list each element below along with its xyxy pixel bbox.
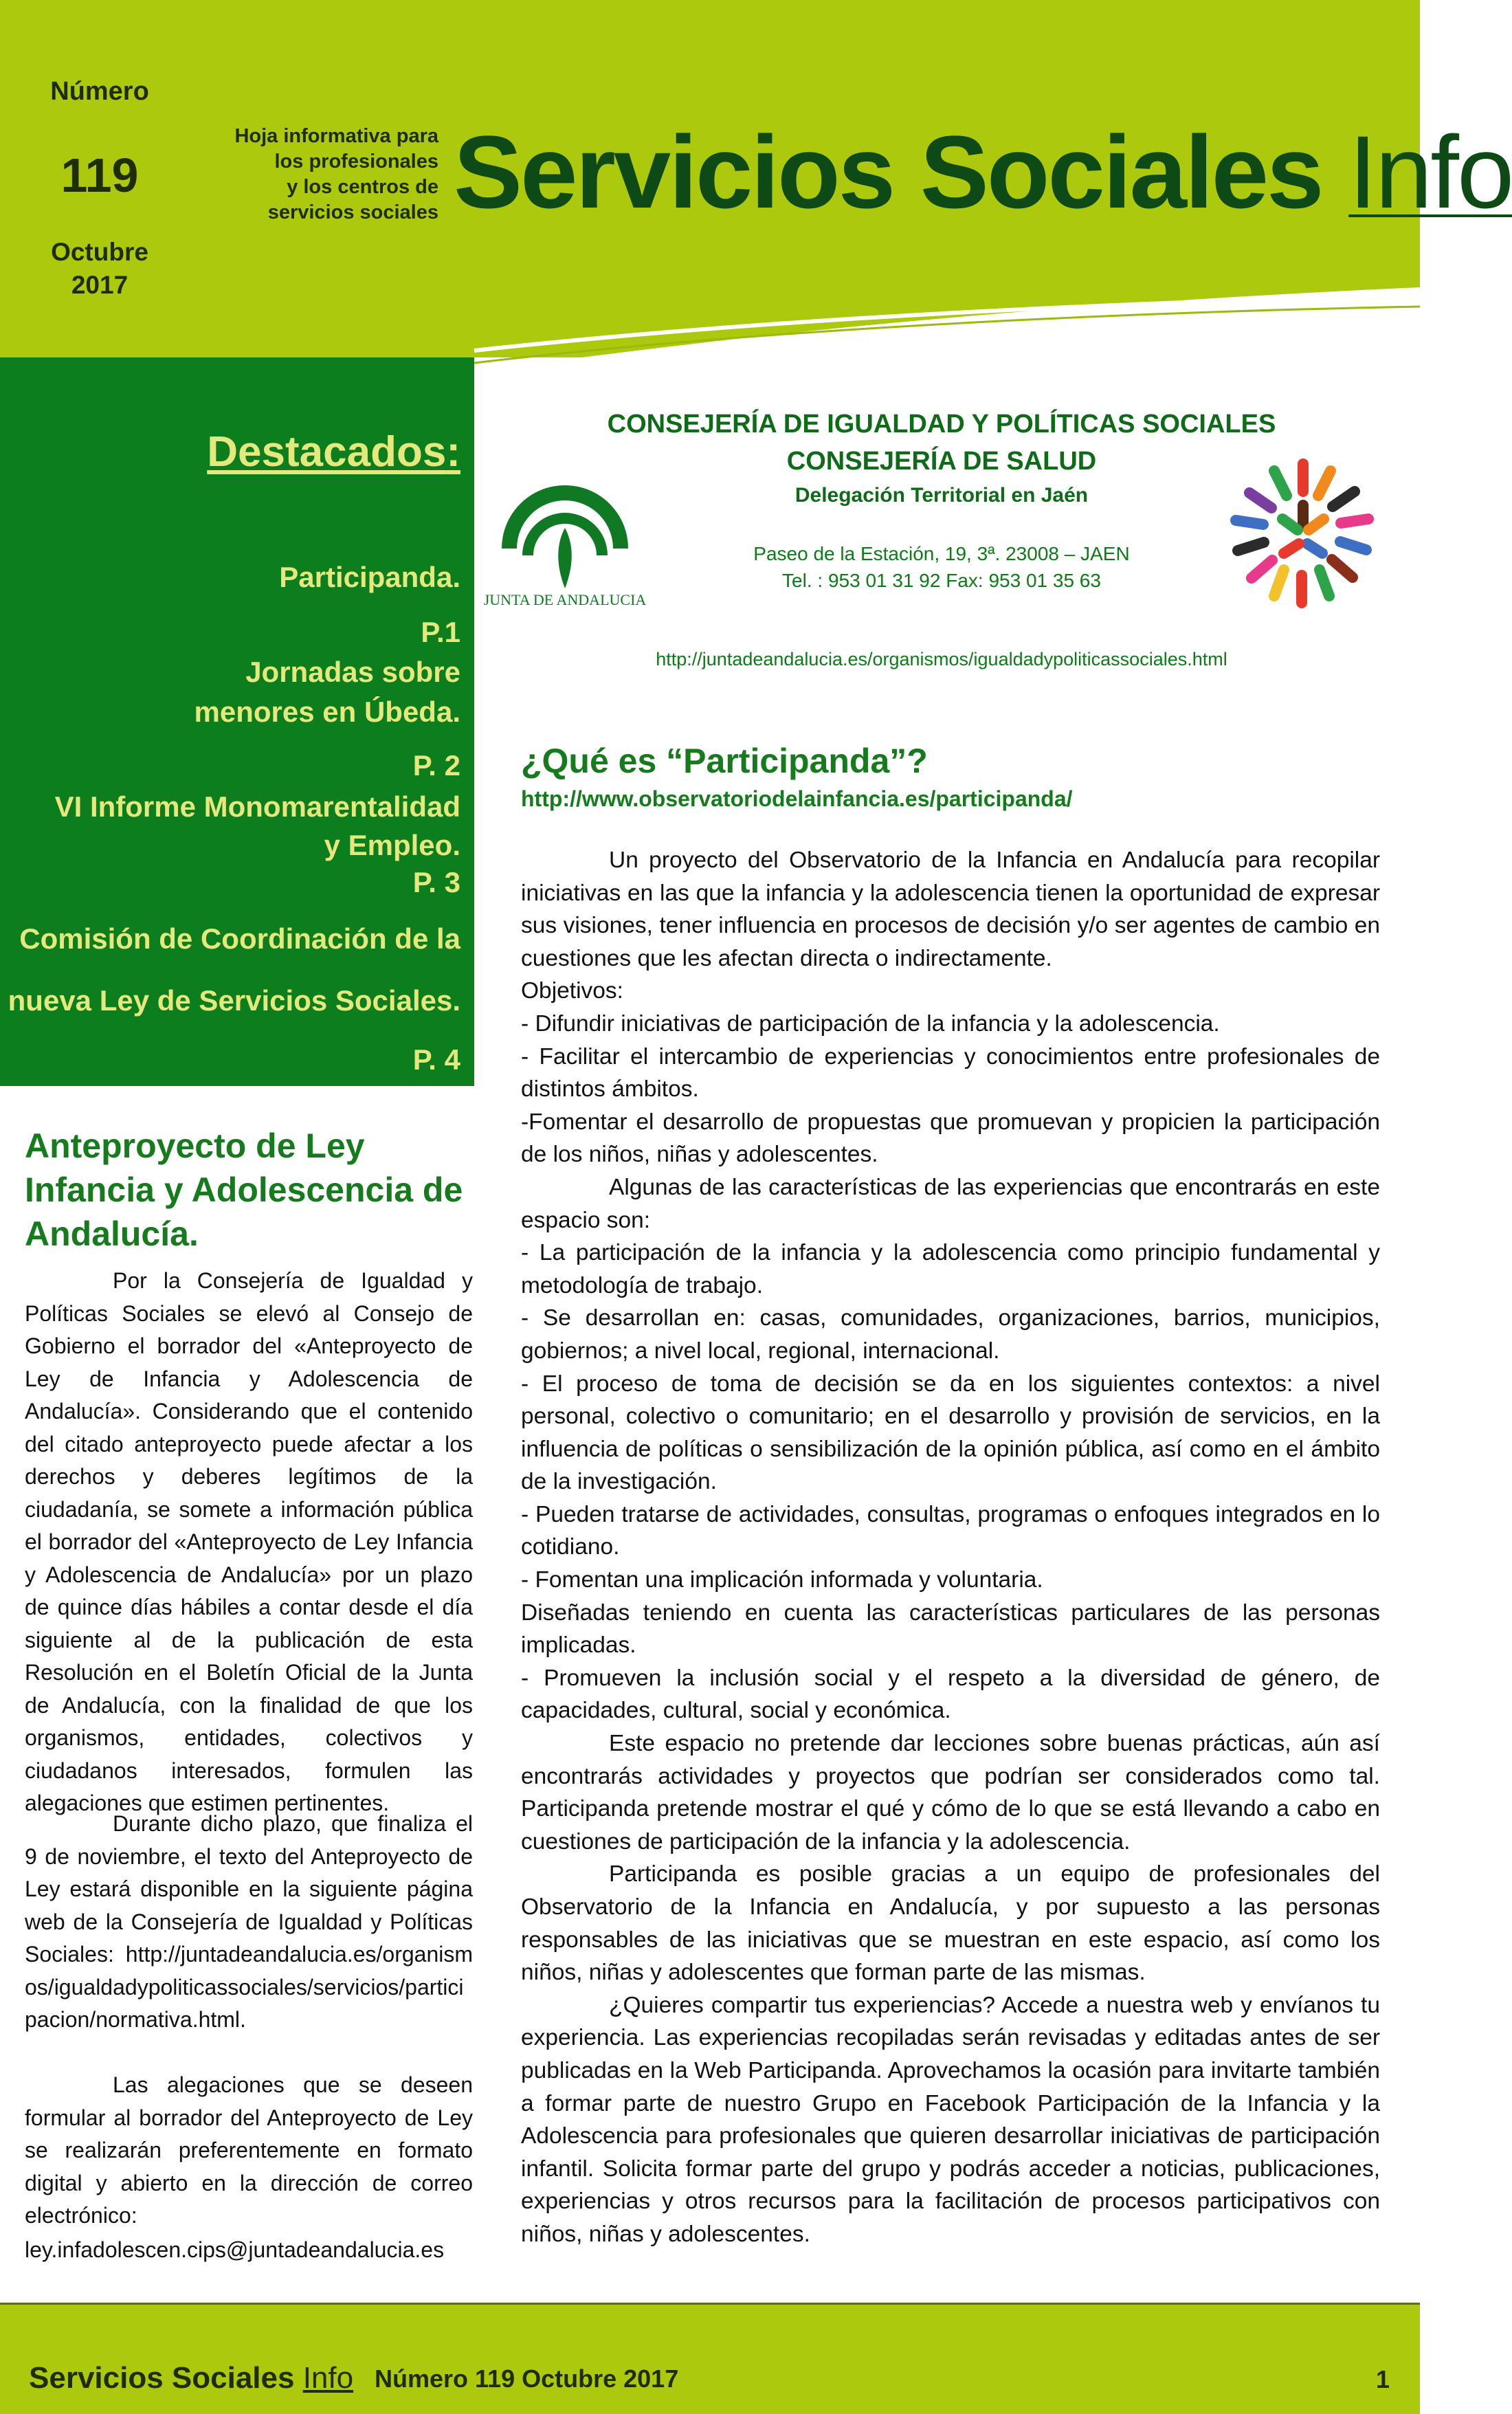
- highlight-item[interactable]: menores en Úbeda.: [194, 696, 460, 728]
- highlight-item[interactable]: Jornadas sobre: [245, 656, 460, 688]
- article-paragraph: ¿Quieres compartir tus experiencias? Accede a nuestra web y envíanos tu experiencia. Las experiencias recopiladas serán revisadas y editadas antes de ser publicadas en la Web Participanda. Aprovechamos la ocasión para invitarte también a formar parte de nuestro Grupo en Facebook Participación de la Infancia y la Adolescencia para profesionales que quieren desarrollar iniciativas de participación infantil. Solicita formar parte del grupo y podrás acceder a noticias, publicaciones, experiencias y otros recursos para la facilitación de procesos participativos con niños, niñas y adolescentes.: [521, 1992, 1380, 2247]
- highlight-item[interactable]: Participanda.: [279, 561, 460, 593]
- junta-logo-text: JUNTA DE ANDALUCIA: [483, 591, 647, 608]
- main-article-body: [521, 844, 1380, 2251]
- issue-month: Octubre: [51, 238, 148, 266]
- agency-name-2: CONSEJERÍA DE SALUD: [786, 447, 1097, 476]
- footer-title: [29, 2361, 353, 2395]
- article-paragraph: - El proceso de toma de decisión se da en los siguientes contextos: a nivel personal, colectivo o comunitario; en el desarrollo y provisión de servicios, en la influencia de políticas o sensibilización de la opinión pública, así como en el ámbito de la investigación.: [521, 1371, 1380, 1495]
- article-paragraph: -Fomentar el desarrollo de propuestas que promuevan y propicien la participación de los niños, niñas y adolescentes.: [521, 1109, 1380, 1168]
- article-paragraph: Objetivos:: [521, 978, 623, 1004]
- article-paragraph: - Pueden tratarse de actividades, consultas, programas o enfoques integrados en lo cotidiano.: [521, 1501, 1380, 1560]
- tagline-line: Hoja informativa para: [234, 125, 438, 147]
- footer-issue: Número 119 Octubre 2017: [375, 2365, 679, 2393]
- article-paragraph: Este espacio no pretende dar lecciones sobre buenas prácticas, aún así encontrarás actividades y proyectos que podrían ser considerados como tal. Participanda pretende mostrar el qué y cómo de lo que se está llevando a cabo en cuestiones de participación de la infancia y la adolescencia.: [521, 1731, 1380, 1854]
- left-article-paragraph: Por la Consejería de Igualdad y Políticas Sociales se elevó al Consejo de Gobierno el borrador del «Anteproyecto de Ley de Infancia y Adolescencia de Andalucía». Considerando que el contenido del citado anteproyecto puede afectar a los derechos y deberes legítimos de la ciudadanía, se somete a información pública el borrador del «Anteproyecto de Ley Infancia y Adolescencia de Andalucía» por un plazo de quince días hábiles a contar desde el día siguiente al de la publicación de esta Resolución en el Boletín Oficial de la Junta de Andalucía, con la finalidad de que los organismos, entidades, colectivos y ciudadanos interesados, formulen las alegaciones que estimen pertinentes.: [25, 1268, 473, 1815]
- highlight-page: P. 3: [412, 866, 460, 898]
- tagline: [206, 124, 438, 225]
- highlights-title-text: Destacados: [207, 428, 447, 476]
- article-paragraph: - Fomentan una implicación informada y voluntaria.: [521, 1567, 1043, 1593]
- article-paragraph: Diseñadas teniendo en cuenta las características particulares de las personas implicadas.: [521, 1599, 1380, 1659]
- article-paragraph: - La participación de la infancia y la adolescencia como principio fundamental y metodología de trabajo.: [521, 1240, 1380, 1298]
- issue-label: Número: [50, 77, 149, 106]
- highlights-box: [0, 357, 474, 1086]
- masthead-title-main: Servicios Sociales: [454, 114, 1322, 230]
- highlight-item[interactable]: y Empleo.: [324, 829, 460, 861]
- tagline-line: servicios sociales: [267, 201, 438, 223]
- article-paragraph: - Facilitar el intercambio de experiencias y conocimientos entre profesionales de distintos ámbitos.: [521, 1043, 1380, 1103]
- agency-delegation: Delegación Territorial en Jaén: [794, 484, 1089, 507]
- article-paragraph: - Se desarrollan en: casas, comunidades, organizaciones, barrios, municipios, gobiernos; a nivel local, regional, internacional.: [521, 1305, 1380, 1364]
- page-number: 1: [1375, 2365, 1390, 2393]
- agency-address: Paseo de la Estación, 19, 3ª. 23008 – JAEN: [753, 543, 1130, 564]
- left-article-paragraph: Durante dicho plazo, que finaliza el 9 de noviembre, el texto del Anteproyecto de Ley estará disponible en la siguiente página web de la Consejería de Igualdad y Políticas Sociales: http://juntadeandalucia.es/organismos/igualdadypoliticassociales/servicios/participacion/normativa.html.: [25, 1811, 473, 2032]
- masthead-title: [454, 114, 1512, 230]
- footer-title-info: Info: [302, 2361, 354, 2395]
- footer-title-main: Servicios Sociales: [29, 2361, 295, 2395]
- article-paragraph: - Promueven la inclusión social y el respeto a la diversidad de género, de capacidades, cultural, social y económica.: [521, 1665, 1380, 1724]
- main-article-title: ¿Qué es “Participanda”?: [521, 742, 928, 780]
- email-link[interactable]: ley.infadolescen.cips@juntadeandalucia.es: [25, 2237, 445, 2262]
- tagline-line: los profesionales: [274, 151, 438, 173]
- issue-number: 119: [60, 148, 139, 202]
- highlights-title: [207, 428, 460, 476]
- highlight-item[interactable]: nueva Ley de Servicios Sociales.: [8, 984, 460, 1017]
- tagline-line: y los centros de: [287, 176, 438, 198]
- masthead-title-info: Info: [1348, 114, 1512, 230]
- issue-date: [27, 236, 172, 302]
- article-paragraph: - Difundir iniciativas de participación de la infancia y la adolescencia.: [521, 1010, 1220, 1037]
- highlight-page: P. 2: [412, 749, 460, 782]
- left-article-paragraph: Las alegaciones que se deseen formular al borrador del Anteproyecto de Ley se realizarán preferentemente en formato digital y abierto en la dirección de correo electrónico:: [25, 2072, 473, 2228]
- highlight-page: P.1: [421, 616, 460, 648]
- highlight-item[interactable]: VI Informe Monomarentalidad: [54, 790, 460, 823]
- highlight-item[interactable]: Comisión de Coordinación de la: [19, 922, 460, 955]
- agency-phone: Tel. : 953 01 31 92 Fax: 953 01 35 63: [782, 570, 1101, 591]
- main-article-url-link[interactable]: http://www.observatoriodelainfancia.es/participanda/: [521, 786, 1073, 811]
- left-article-heading: Anteproyecto de Ley Infancia y Adolescencia de Andalucía.: [25, 1127, 463, 1253]
- issue-year: 2017: [71, 271, 129, 299]
- article-paragraph: Participanda es posible gracias a un equipo de profesionales del Observatorio de la Infancia en Andalucía, y por supuesto a las personas responsables de las iniciativas que se muestran en este espacio, así como los niños, niñas y adolescentes que forman parte de las mismas.: [521, 1861, 1380, 1986]
- article-paragraph: Un proyecto del Observatorio de la Infancia en Andalucía para recopilar iniciativas en las que la infancia y la adolescencia tienen la oportunidad de expresar sus visiones, tener influencia en procesos de decisión y/o ser agentes de cambio en cuestiones que les afectan directa o indirectamente.: [521, 848, 1380, 971]
- footer: [0, 2303, 1420, 2414]
- agency-url-link[interactable]: http://juntadeandalucia.es/organismos/igualdadypoliticassociales.html: [656, 649, 1227, 669]
- agency-name: CONSEJERÍA DE IGUALDAD Y POLÍTICAS SOCIALES: [607, 410, 1276, 439]
- highlight-page: P. 4: [412, 1043, 460, 1076]
- highlights-title-colon: :: [446, 428, 460, 476]
- article-paragraph: Algunas de las características de las experiencias que encontrarás en este espacio son:: [521, 1174, 1380, 1233]
